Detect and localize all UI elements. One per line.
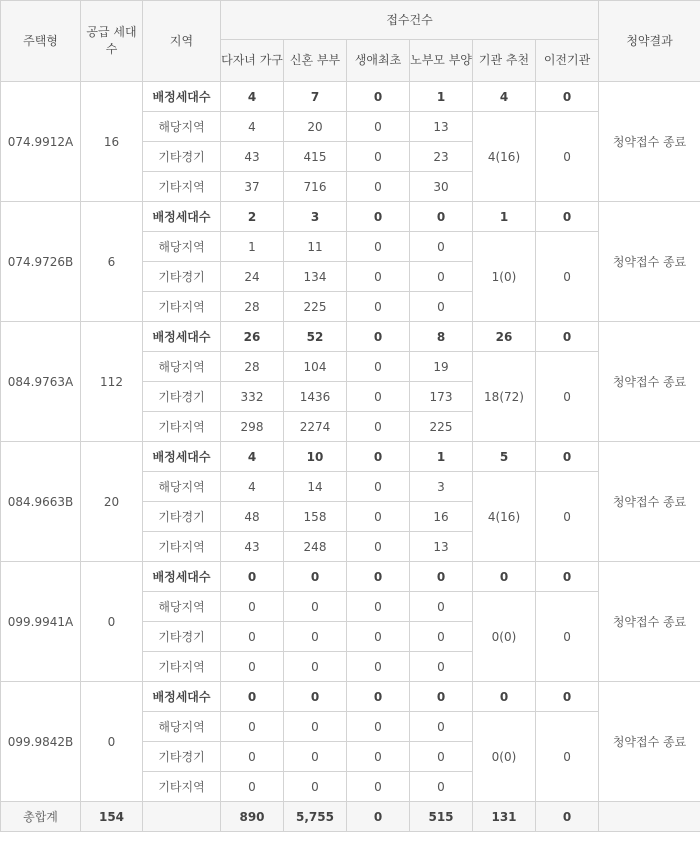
count-cell: 0 <box>347 82 410 112</box>
transfer-allocation-cell: 0 <box>536 202 599 232</box>
count-cell: 10 <box>284 442 347 472</box>
housing-type-cell: 084.9663B <box>1 442 81 562</box>
header-applications: 접수건수 <box>221 1 599 40</box>
count-cell: 248 <box>284 532 347 562</box>
total-result-empty <box>599 802 700 832</box>
header-result: 청약결과 <box>599 1 700 82</box>
region-cell: 해당지역 <box>143 232 221 262</box>
transfer-application-cell: 0 <box>536 592 599 682</box>
supply-units-cell: 0 <box>81 562 143 682</box>
agency-application-cell: 1(0) <box>473 232 536 322</box>
count-cell: 0 <box>410 682 473 712</box>
agency-application-cell: 4(16) <box>473 112 536 202</box>
count-cell: 0 <box>284 772 347 802</box>
header-newlywed: 신혼 부부 <box>284 40 347 82</box>
count-cell: 0 <box>410 712 473 742</box>
supply-units-cell: 20 <box>81 442 143 562</box>
header-first-time: 생애최초 <box>347 40 410 82</box>
count-cell: 48 <box>221 502 284 532</box>
agency-application-cell: 0(0) <box>473 592 536 682</box>
count-cell: 11 <box>284 232 347 262</box>
count-cell: 4 <box>221 442 284 472</box>
region-cell: 기타지역 <box>143 412 221 442</box>
count-cell: 0 <box>347 322 410 352</box>
agency-allocation-cell: 5 <box>473 442 536 472</box>
region-cell: 해당지역 <box>143 592 221 622</box>
count-cell: 23 <box>410 142 473 172</box>
count-cell: 0 <box>347 622 410 652</box>
region-cell: 기타지역 <box>143 292 221 322</box>
count-cell: 0 <box>410 652 473 682</box>
count-cell: 13 <box>410 532 473 562</box>
total-value-cell: 515 <box>410 802 473 832</box>
count-cell: 104 <box>284 352 347 382</box>
region-cell: 기타지역 <box>143 172 221 202</box>
agency-allocation-cell: 26 <box>473 322 536 352</box>
count-cell: 225 <box>284 292 347 322</box>
header-multi-child: 다자녀 가구 <box>221 40 284 82</box>
region-cell: 배정세대수 <box>143 202 221 232</box>
transfer-allocation-cell: 0 <box>536 442 599 472</box>
count-cell: 0 <box>221 682 284 712</box>
region-cell: 기타경기 <box>143 382 221 412</box>
total-value-cell: 5,755 <box>284 802 347 832</box>
count-cell: 28 <box>221 292 284 322</box>
supply-units-cell: 6 <box>81 202 143 322</box>
agency-allocation-cell: 0 <box>473 562 536 592</box>
result-cell: 청약접수 종료 <box>599 682 700 802</box>
total-supply: 154 <box>81 802 143 832</box>
region-cell: 기타지역 <box>143 772 221 802</box>
count-cell: 0 <box>221 772 284 802</box>
count-cell: 0 <box>284 562 347 592</box>
count-cell: 19 <box>410 352 473 382</box>
count-cell: 0 <box>347 682 410 712</box>
header-housing-type: 주택형 <box>1 1 81 82</box>
count-cell: 3 <box>284 202 347 232</box>
count-cell: 3 <box>410 472 473 502</box>
supply-units-cell: 16 <box>81 82 143 202</box>
region-cell: 배정세대수 <box>143 322 221 352</box>
result-cell: 청약접수 종료 <box>599 442 700 562</box>
agency-allocation-cell: 4 <box>473 82 536 112</box>
transfer-allocation-cell: 0 <box>536 682 599 712</box>
transfer-application-cell: 0 <box>536 712 599 802</box>
count-cell: 0 <box>221 742 284 772</box>
region-cell: 기타경기 <box>143 142 221 172</box>
table-row <box>1 682 700 712</box>
count-cell: 1 <box>221 232 284 262</box>
transfer-application-cell: 0 <box>536 112 599 202</box>
count-cell: 0 <box>347 202 410 232</box>
count-cell: 52 <box>284 322 347 352</box>
agency-application-cell: 0(0) <box>473 712 536 802</box>
transfer-application-cell: 0 <box>536 472 599 562</box>
table-row <box>1 442 700 472</box>
total-value-cell: 131 <box>473 802 536 832</box>
result-cell: 청약접수 종료 <box>599 322 700 442</box>
count-cell: 0 <box>284 652 347 682</box>
count-cell: 13 <box>410 112 473 142</box>
agency-application-cell: 4(16) <box>473 472 536 562</box>
housing-type-cell: 099.9842B <box>1 682 81 802</box>
count-cell: 173 <box>410 382 473 412</box>
total-region-empty <box>143 802 221 832</box>
agency-allocation-cell: 0 <box>473 682 536 712</box>
count-cell: 1436 <box>284 382 347 412</box>
count-cell: 1 <box>410 442 473 472</box>
count-cell: 2 <box>221 202 284 232</box>
header-agency-recommend: 기관 추천 <box>473 40 536 82</box>
count-cell: 0 <box>347 592 410 622</box>
count-cell: 0 <box>347 262 410 292</box>
count-cell: 37 <box>221 172 284 202</box>
count-cell: 4 <box>221 472 284 502</box>
count-cell: 0 <box>347 532 410 562</box>
count-cell: 0 <box>410 562 473 592</box>
count-cell: 0 <box>221 592 284 622</box>
count-cell: 298 <box>221 412 284 442</box>
count-cell: 0 <box>347 562 410 592</box>
result-cell: 청약접수 종료 <box>599 82 700 202</box>
count-cell: 0 <box>347 142 410 172</box>
region-cell: 배정세대수 <box>143 682 221 712</box>
count-cell: 0 <box>221 562 284 592</box>
header-elderly-parent: 노부모 부양 <box>410 40 473 82</box>
count-cell: 415 <box>284 142 347 172</box>
transfer-allocation-cell: 0 <box>536 322 599 352</box>
count-cell: 0 <box>410 292 473 322</box>
total-value-cell: 890 <box>221 802 284 832</box>
table-row <box>1 562 700 592</box>
region-cell: 배정세대수 <box>143 442 221 472</box>
region-cell: 기타경기 <box>143 262 221 292</box>
region-cell: 해당지역 <box>143 712 221 742</box>
result-cell: 청약접수 종료 <box>599 202 700 322</box>
count-cell: 0 <box>221 622 284 652</box>
table-row <box>1 202 700 232</box>
count-cell: 14 <box>284 472 347 502</box>
count-cell: 20 <box>284 112 347 142</box>
count-cell: 0 <box>410 742 473 772</box>
region-cell: 배정세대수 <box>143 562 221 592</box>
count-cell: 0 <box>284 592 347 622</box>
transfer-application-cell: 0 <box>536 352 599 442</box>
header-supply-units: 공급 세대수 <box>81 1 143 82</box>
count-cell: 0 <box>410 772 473 802</box>
count-cell: 4 <box>221 112 284 142</box>
header-region: 지역 <box>143 1 221 82</box>
total-row <box>1 802 700 832</box>
table-body <box>1 82 700 832</box>
total-label: 총합계 <box>1 802 81 832</box>
housing-type-cell: 099.9941A <box>1 562 81 682</box>
count-cell: 0 <box>410 622 473 652</box>
count-cell: 1 <box>410 82 473 112</box>
result-cell: 청약접수 종료 <box>599 562 700 682</box>
region-cell: 해당지역 <box>143 112 221 142</box>
table-row <box>1 322 700 352</box>
count-cell: 0 <box>221 712 284 742</box>
count-cell: 16 <box>410 502 473 532</box>
count-cell: 0 <box>284 622 347 652</box>
count-cell: 0 <box>347 502 410 532</box>
region-cell: 기타경기 <box>143 502 221 532</box>
total-value-cell: 0 <box>536 802 599 832</box>
region-cell: 기타경기 <box>143 622 221 652</box>
count-cell: 0 <box>347 442 410 472</box>
count-cell: 28 <box>221 352 284 382</box>
housing-type-cell: 074.9726B <box>1 202 81 322</box>
count-cell: 0 <box>284 712 347 742</box>
count-cell: 0 <box>410 232 473 262</box>
total-value-cell: 0 <box>347 802 410 832</box>
count-cell: 30 <box>410 172 473 202</box>
count-cell: 0 <box>347 382 410 412</box>
region-cell: 해당지역 <box>143 352 221 382</box>
count-cell: 2274 <box>284 412 347 442</box>
table-header <box>1 1 700 82</box>
count-cell: 134 <box>284 262 347 292</box>
count-cell: 158 <box>284 502 347 532</box>
region-cell: 기타지역 <box>143 652 221 682</box>
region-cell: 해당지역 <box>143 472 221 502</box>
count-cell: 24 <box>221 262 284 292</box>
count-cell: 0 <box>410 202 473 232</box>
count-cell: 0 <box>347 112 410 142</box>
transfer-application-cell: 0 <box>536 232 599 322</box>
count-cell: 0 <box>347 172 410 202</box>
header-transfer-agency: 이전기관 <box>536 40 599 82</box>
count-cell: 7 <box>284 82 347 112</box>
count-cell: 0 <box>410 592 473 622</box>
count-cell: 332 <box>221 382 284 412</box>
count-cell: 0 <box>410 262 473 292</box>
count-cell: 0 <box>347 412 410 442</box>
region-cell: 배정세대수 <box>143 82 221 112</box>
count-cell: 0 <box>284 682 347 712</box>
housing-type-cell: 084.9763A <box>1 322 81 442</box>
supply-units-cell: 112 <box>81 322 143 442</box>
region-cell: 기타지역 <box>143 532 221 562</box>
region-cell: 기타경기 <box>143 742 221 772</box>
housing-type-cell: 074.9912A <box>1 82 81 202</box>
count-cell: 0 <box>347 292 410 322</box>
count-cell: 8 <box>410 322 473 352</box>
table-row <box>1 82 700 112</box>
agency-application-cell: 18(72) <box>473 352 536 442</box>
count-cell: 43 <box>221 142 284 172</box>
supply-units-cell: 0 <box>81 682 143 802</box>
count-cell: 26 <box>221 322 284 352</box>
count-cell: 0 <box>347 652 410 682</box>
count-cell: 0 <box>221 652 284 682</box>
count-cell: 0 <box>284 742 347 772</box>
count-cell: 0 <box>347 742 410 772</box>
transfer-allocation-cell: 0 <box>536 82 599 112</box>
count-cell: 0 <box>347 772 410 802</box>
count-cell: 0 <box>347 352 410 382</box>
count-cell: 0 <box>347 712 410 742</box>
count-cell: 225 <box>410 412 473 442</box>
count-cell: 0 <box>347 232 410 262</box>
count-cell: 0 <box>347 472 410 502</box>
count-cell: 716 <box>284 172 347 202</box>
transfer-allocation-cell: 0 <box>536 562 599 592</box>
agency-allocation-cell: 1 <box>473 202 536 232</box>
count-cell: 4 <box>221 82 284 112</box>
count-cell: 43 <box>221 532 284 562</box>
